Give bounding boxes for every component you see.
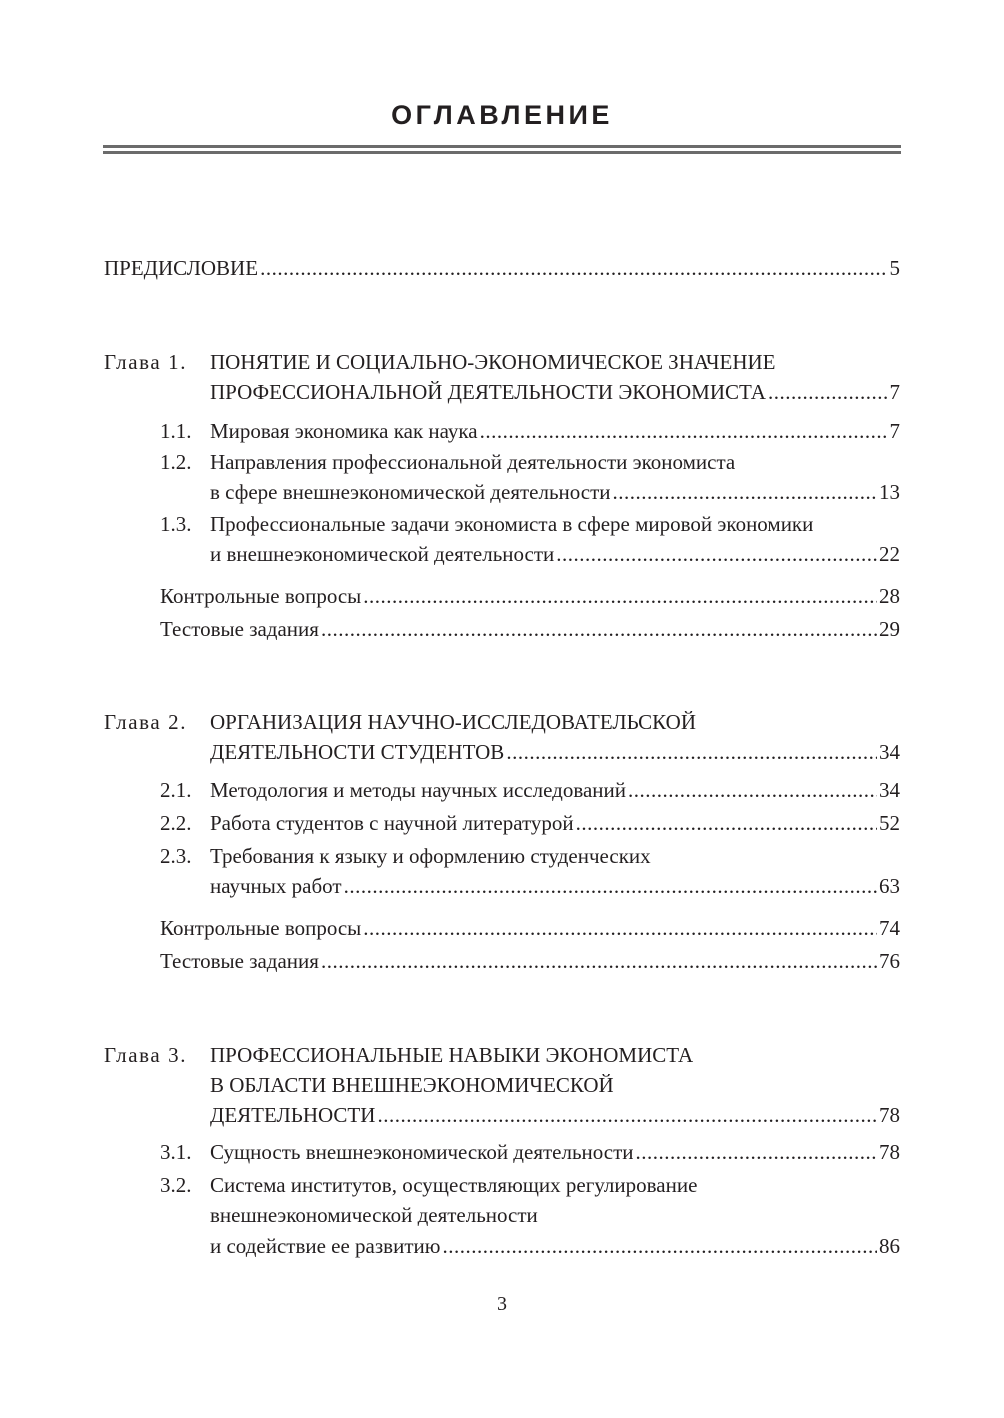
toc-entry-section[interactable] [210, 1137, 900, 1167]
toc-entry-section-page: 52 [879, 811, 900, 835]
toc-entry-section-page: 34 [879, 778, 900, 802]
toc-entry-section-page: 22 [879, 542, 900, 566]
dot-leader [480, 416, 888, 446]
toc-entry-section-text: Система институтов, осуществляющих регулирование [210, 1173, 698, 1197]
toc-entry-chapter-2-text: ДЕЯТЕЛЬНОСТИ СТУДЕНТОВ [210, 740, 505, 764]
toc-entry-chapter-1-page: 7 [889, 380, 900, 404]
toc-entry-section[interactable] [210, 539, 900, 569]
toc-entry-test-tasks[interactable] [160, 614, 900, 644]
toc-entry-review-questions-text: Контрольные вопросы [160, 584, 362, 608]
chapter-label: Глава 3. [104, 1043, 188, 1067]
section-number: 1.1. [160, 419, 192, 443]
section-number: 2.1. [160, 778, 192, 802]
dot-leader [636, 1137, 877, 1167]
dot-leader [556, 539, 877, 569]
toc-entry-section-text: Профессиональные задачи экономиста в сфере мировой экономики [210, 512, 814, 536]
toc-entry-section [210, 1170, 900, 1200]
toc-entry-chapter-3-text: ПРОФЕССИОНАЛЬНЫЕ НАВЫКИ ЭКОНОМИСТА [210, 1043, 694, 1067]
title-rule-top [103, 145, 901, 148]
toc-entry-test-tasks-text: Тестовые задания [160, 949, 319, 973]
toc-entry-section-text: внешнеэкономической деятельности [210, 1203, 538, 1227]
toc-entry-section-text: Методология и методы научных исследований [210, 778, 627, 802]
dot-leader [363, 913, 877, 943]
toc-entry-section[interactable] [210, 808, 900, 838]
toc-entry-chapter-1-text: ПРОФЕССИОНАЛЬНОЙ ДЕЯТЕЛЬНОСТИ ЭКОНОМИСТА [210, 380, 766, 404]
toc-entry-preface[interactable] [104, 253, 900, 283]
toc-entry-section[interactable] [210, 775, 900, 805]
toc-entry-chapter-2 [210, 707, 900, 737]
toc-entry-chapter-3-text: В ОБЛАСТИ ВНЕШНЕЭКОНОМИЧЕСКОЙ [210, 1073, 614, 1097]
toc-entry-section[interactable] [210, 477, 900, 507]
dot-leader [442, 1231, 877, 1261]
toc-entry-preface-text: ПРЕДИСЛОВИЕ [104, 256, 259, 280]
toc-entry-section-text: Работа студентов с научной литературой [210, 811, 574, 835]
toc-entry-chapter-1-text: ПОНЯТИЕ И СОЦИАЛЬНО-ЭКОНОМИЧЕСКОЕ ЗНАЧЕНИЕ [210, 350, 776, 374]
toc-entry-section[interactable] [210, 416, 900, 446]
toc-entry-chapter-2-text: ОРГАНИЗАЦИЯ НАУЧНО-ИССЛЕДОВАТЕЛЬСКОЙ [210, 710, 696, 734]
dot-leader [628, 775, 877, 805]
toc-entry-section-text: Мировая экономика как наука [210, 419, 478, 443]
section-number: 1.2. [160, 450, 192, 474]
toc-entry-section [210, 1200, 900, 1230]
toc-entry-section-text: и внешнеэкономической деятельности [210, 542, 555, 566]
toc-entry-test-tasks[interactable] [160, 946, 900, 976]
toc-entry-review-questions[interactable] [160, 581, 900, 611]
chapter-label: Глава 2. [104, 710, 188, 734]
toc-entry-chapter-3-text: ДЕЯТЕЛЬНОСТИ [210, 1103, 376, 1127]
page-title: ОГЛАВЛЕНИЕ [391, 100, 613, 130]
toc-entry-section [210, 841, 900, 871]
toc-entry-preface-page: 5 [889, 256, 900, 280]
toc-entry-chapter-3 [210, 1040, 900, 1070]
toc-entry-section [210, 447, 900, 477]
toc-entry-test-tasks-page: 29 [879, 617, 900, 641]
toc-entry-section-page: 86 [879, 1234, 900, 1258]
page-number: 3 [497, 1293, 507, 1315]
toc-entry-section[interactable] [210, 871, 900, 901]
section-number: 1.3. [160, 512, 192, 536]
toc-entry-section-text: научных работ [210, 874, 342, 898]
toc-entry-review-questions[interactable] [160, 913, 900, 943]
toc-entry-chapter-2[interactable] [210, 737, 900, 767]
toc-entry-chapter-3 [210, 1070, 900, 1100]
toc-entry-review-questions-text: Контрольные вопросы [160, 916, 362, 940]
chapter-label: Глава 1. [104, 350, 188, 374]
toc-entry-section-page: 13 [879, 480, 900, 504]
toc-entry-section-text: в сфере внешнеэкономической деятельности [210, 480, 611, 504]
toc-entry-chapter-3-page: 78 [879, 1103, 900, 1127]
dot-leader [260, 253, 887, 283]
section-number: 2.2. [160, 811, 192, 835]
section-number: 3.2. [160, 1173, 192, 1197]
dot-leader [363, 581, 877, 611]
toc-entry-chapter-1 [210, 347, 900, 377]
toc-entry-chapter-3[interactable] [210, 1100, 900, 1130]
dot-leader [613, 477, 877, 507]
title-rule-bottom [103, 151, 901, 154]
toc-entry-section [210, 509, 900, 539]
dot-leader [321, 614, 877, 644]
toc-entry-chapter-1[interactable] [210, 377, 900, 407]
dot-leader [576, 808, 877, 838]
dot-leader [506, 737, 877, 767]
dot-leader [344, 871, 877, 901]
toc-entry-section-text: Направления профессиональной деятельности экономиста [210, 450, 736, 474]
toc-entry-review-questions-page: 28 [879, 584, 900, 608]
toc-entry-section-text: Требования к языку и оформлению студенческих [210, 844, 651, 868]
section-number: 2.3. [160, 844, 192, 868]
dot-leader [377, 1100, 877, 1130]
toc-entry-review-questions-page: 74 [879, 916, 900, 940]
dot-leader [768, 377, 888, 407]
section-number: 3.1. [160, 1140, 192, 1164]
toc-entry-test-tasks-page: 76 [879, 949, 900, 973]
toc-entry-chapter-2-page: 34 [879, 740, 900, 764]
toc-entry-test-tasks-text: Тестовые задания [160, 617, 319, 641]
toc-entry-section-page: 78 [879, 1140, 900, 1164]
toc-entry-section-text: Сущность внешнеэкономической деятельности [210, 1140, 634, 1164]
toc-entry-section-page: 63 [879, 874, 900, 898]
dot-leader [321, 946, 877, 976]
toc-entry-section-text: и содействие ее развитию [210, 1234, 441, 1258]
toc-entry-section-page: 7 [889, 419, 900, 443]
toc-entry-section[interactable] [210, 1231, 900, 1261]
